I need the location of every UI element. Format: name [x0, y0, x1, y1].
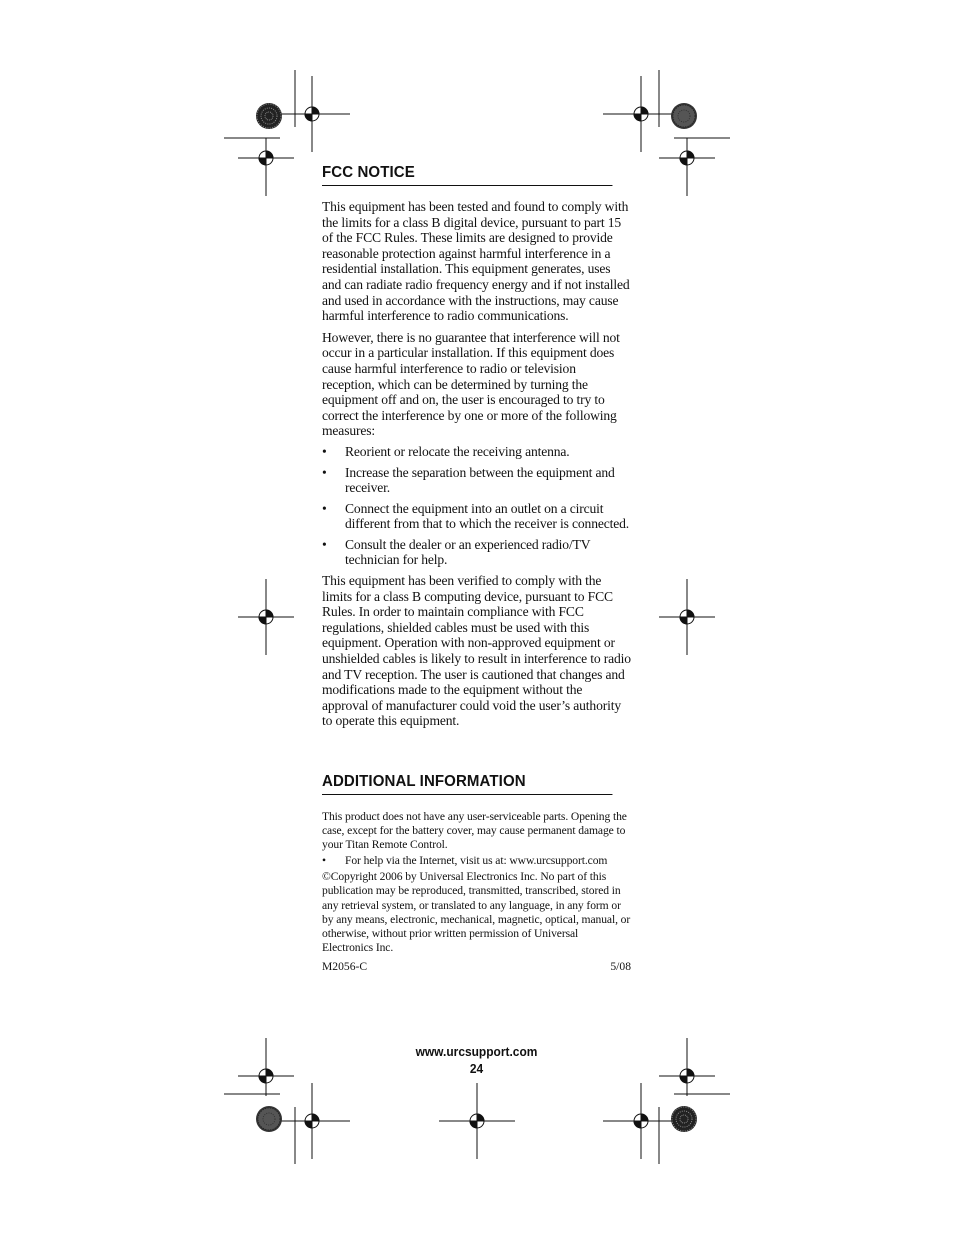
- fcc-paragraph-1: This equipment has been tested and found to comply with the limits for a class B digital device, pursuant to part 15 of the FCC Rules. These limits are designed to provide reasonable protection against harmful interference in a residential installation. This equipment generates, uses and can radiate radio frequency energy and if not installed and used in accordance with the instructions, may cause harmful interference to radio communications.: [322, 199, 630, 324]
- crosshair-right-middle: [659, 579, 715, 655]
- fcc-paragraph-2: However, there is no guarantee that interference will not occur in a particular installation. If this equipment does cause harmful interference to radio or television reception, which can be determined by turning the equipment off and on, the user is encouraged to try to correct the interference by one or more of the following measures:: [322, 329, 620, 439]
- crosshair-left-lower: [238, 1038, 294, 1096]
- crosshair-bottom-right: [603, 1083, 679, 1159]
- star-target-bottom-left: [256, 1106, 282, 1132]
- list-item-text: Consult the dealer or an experienced radio/TV technician for help.: [345, 536, 591, 568]
- crosshair-top-left: [274, 76, 350, 152]
- list-item: [322, 444, 631, 460]
- list-item: [322, 501, 631, 532]
- fcc-paragraph-3: This equipment has been verified to comply with the limits for a class B computing device, pursuant to FCC Rules. In order to maintain compliance with FCC regulations, shielded cables must be used with this equipment. Operation with non-approved equipment or unshielded cables is likely to result in interference to radio and TV reception. The user is cautioned that changes and modifications made to the equipment without the approval of manufacturer could void the user’s authority to operate this equipment.: [322, 573, 631, 729]
- crosshair-top-right: [603, 76, 679, 152]
- additional-information-heading: ADDITIONAL INFORMATION: [322, 773, 612, 795]
- list-item-text: Connect the equipment into an outlet on a circuit different from that to which the receiver is connected.: [345, 500, 630, 532]
- star-target-top-right: [671, 103, 697, 129]
- crosshair-bottom-center: [439, 1083, 515, 1159]
- list-item: [322, 465, 631, 496]
- page-footer: [322, 1043, 631, 1077]
- additional-help-list: [322, 854, 631, 868]
- list-item-text: Increase the separation between the equipment and receiver.: [345, 464, 615, 496]
- additional-information-section: [322, 773, 631, 973]
- crosshair-bottom-left: [274, 1083, 350, 1159]
- star-target-bottom-right: [671, 1106, 697, 1132]
- copyright-notice: ©Copyright 2006 by Universal Electronics Inc. No part of this publication may be reproduced, transmitted, transcribed, stored in any retrieval system, or translated to any language, in any form or by any means, electronic, mechanical, magnetic, optical, manual, or otherwise, without prior written permission of Universal Electronics Inc.: [322, 870, 631, 954]
- date-code: 5/08: [610, 959, 631, 973]
- crosshair-left-upper: [238, 138, 294, 196]
- list-item: [322, 537, 631, 568]
- bullet-icon: •: [322, 500, 327, 516]
- list-item: [322, 854, 631, 868]
- fcc-measures-list: [322, 444, 631, 568]
- bullet-icon: •: [322, 464, 327, 480]
- footer-url: www.urcsupport.com: [415, 1044, 538, 1059]
- page-number: 24: [469, 1061, 484, 1076]
- document-codes: [322, 960, 631, 973]
- additional-paragraph-1: This product does not have any user-serviceable parts. Opening the case, except for the battery cover, may cause permanent damage to your Titan Remote Control.: [322, 810, 627, 852]
- bullet-icon: •: [322, 536, 327, 552]
- fcc-notice-section: [322, 164, 631, 729]
- list-item-text: Reorient or relocate the receiving antenna.: [345, 443, 570, 459]
- crosshair-right-lower: [659, 1038, 715, 1096]
- star-target-top-left: [256, 103, 282, 129]
- model-code: M2056-C: [322, 959, 368, 973]
- bullet-icon: •: [322, 854, 326, 868]
- crosshair-right-upper: [659, 138, 715, 196]
- bullet-icon: •: [322, 443, 327, 459]
- page-content: [322, 160, 631, 973]
- fcc-notice-heading: FCC NOTICE: [322, 164, 612, 186]
- list-item-text: For help via the Internet, visit us at: www.urcsupport.com: [345, 854, 608, 868]
- crosshair-left-middle: [238, 579, 294, 655]
